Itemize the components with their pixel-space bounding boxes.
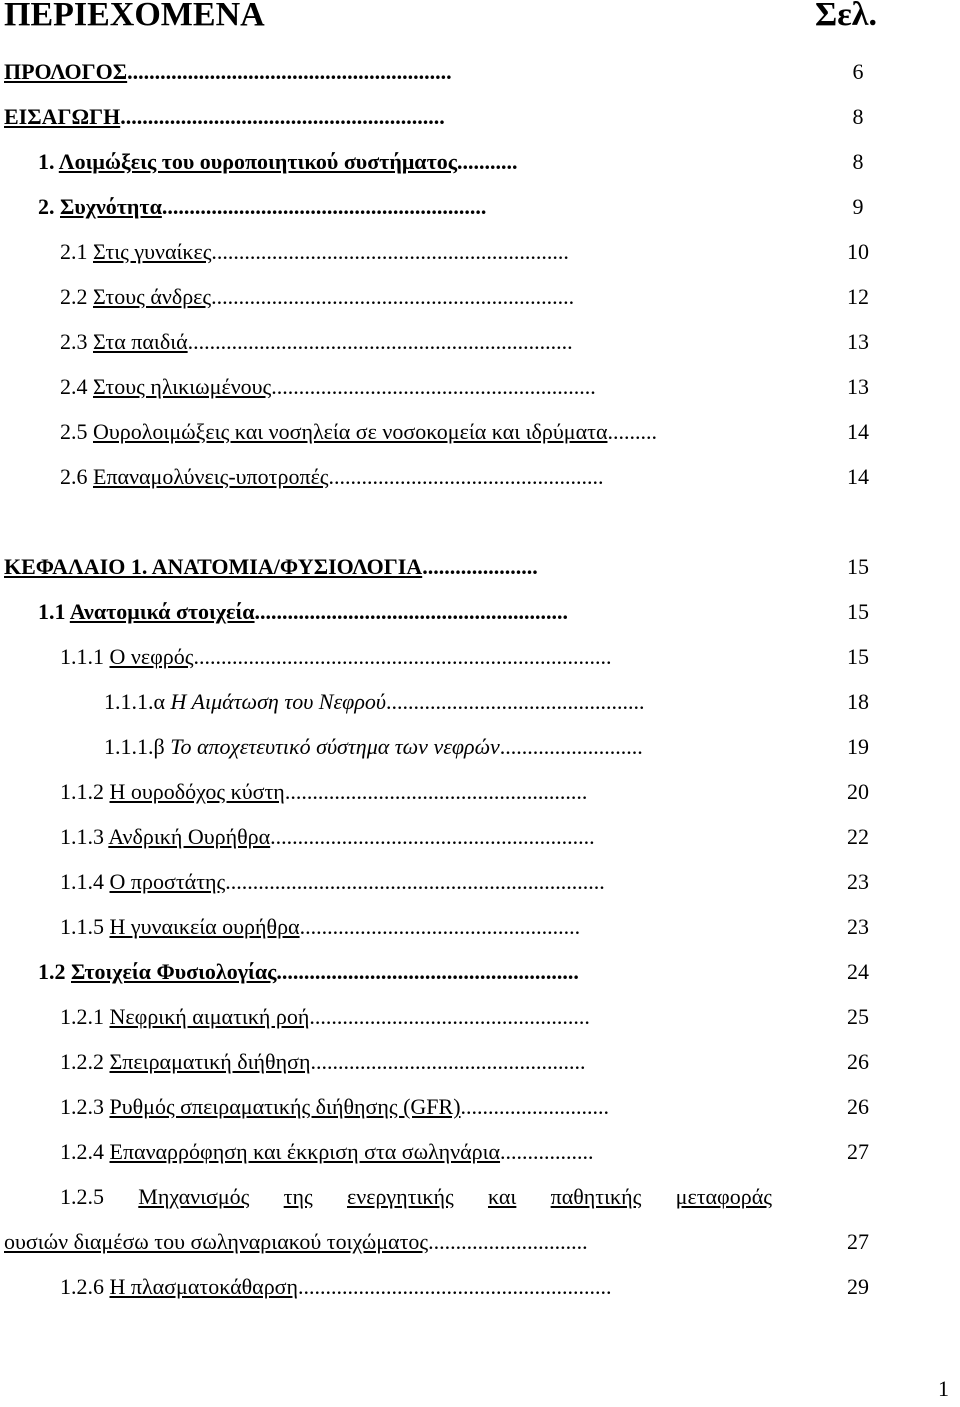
toc-page-number: 23 <box>847 869 869 894</box>
toc-entry-1-2-1[interactable]: 1.2.1 Νεφρική αιματική ροή................................................... <box>60 1004 590 1029</box>
toc-page-number: 12 <box>847 284 869 309</box>
toc-page-number: 13 <box>847 374 869 399</box>
toc-page-number: 13 <box>847 329 869 354</box>
toc-entry-2-2[interactable]: 2.2 Στους άνδρες.................................................................. <box>60 284 575 309</box>
toc-page-number: 15 <box>847 554 869 579</box>
toc-entry-title[interactable]: Η ουροδόχος κύστη <box>109 779 285 804</box>
toc-entry-introduction[interactable]: ΕΙΣΑΓΩΓΗ........................................................... <box>4 104 445 129</box>
toc-entry-1-1-4[interactable]: 1.1.4 Ο προστάτης..................................................................... <box>60 869 605 894</box>
toc-entry-1-1[interactable]: 1.1 Ανατομικά στοιχεία......................................................... <box>38 599 569 624</box>
toc-entry-1[interactable]: 1. Λοιμώξεις του ουροποιητικού συστήματος........... <box>38 149 518 174</box>
toc-entry-2-1[interactable]: 2.1 Στις γυναίκες................................................................. <box>60 239 569 264</box>
toc-page-number: 10 <box>847 239 869 264</box>
toc-entry-2[interactable]: 2. Συχνότητα........................................................... <box>38 194 487 219</box>
toc-entry-1-1-1-a[interactable]: 1.1.1.α Η Αιμάτωση του Νεφρού............................................... <box>104 689 645 714</box>
toc-entry-title[interactable]: Λοιμώξεις του ουροποιητικού συστήματος <box>58 149 457 174</box>
toc-entry-title[interactable]: Η γυναικεία ουρήθρα <box>109 914 300 939</box>
toc-entry-title[interactable]: Ρυθμός σπειραματικής διήθησης (GFR) <box>109 1094 461 1119</box>
toc-entry-2-6[interactable]: 2.6 Επαναμολύνεις-υποτροπές.................................................. <box>60 464 604 489</box>
toc-entry-title[interactable]: Ουρολοιμώξεις και νοσηλεία σε νοσοκομεία και ιδρύματα <box>93 419 608 444</box>
toc-page-number: 14 <box>847 419 869 444</box>
toc-entry-title[interactable]: Επαναρρόφηση και έκκριση στα σωληνάρια <box>109 1139 501 1164</box>
toc-page-number: 27 <box>847 1139 869 1164</box>
toc-page-number: 8 <box>852 149 864 174</box>
toc-entry-title[interactable]: ΚΕΦΑΛΑΙΟ 1. ΑΝΑΤΟΜΙΑ/ΦΥΣΙΟΛΟΓΙΑ <box>4 554 423 579</box>
page-column-label: Σελ. <box>815 0 877 33</box>
toc-entry-title[interactable]: Στους ηλικιωμένους <box>93 374 272 399</box>
toc-page-number: 18 <box>847 689 869 714</box>
toc-page-number: 6 <box>852 59 864 84</box>
toc-entry-2-3[interactable]: 2.3 Στα παιδιά...................................................................... <box>60 329 573 354</box>
toc-entry-title[interactable]: ΠΡΟΛΟΓΟΣ <box>4 59 128 84</box>
toc-page-number: 14 <box>847 464 869 489</box>
toc-entry-title[interactable]: Στοιχεία Φυσιολογίας <box>71 959 277 984</box>
toc-page-number: 20 <box>847 779 869 804</box>
toc-entry-chapter-1[interactable]: ΚΕΦΑΛΑΙΟ 1. ΑΝΑΤΟΜΙΑ/ΦΥΣΙΟΛΟΓΙΑ..................... <box>4 554 538 579</box>
toc-entry-title[interactable]: Ανατομικά στοιχεία <box>69 599 255 624</box>
toc-entry-1-1-1[interactable]: 1.1.1 Ο νεφρός............................................................................ <box>60 644 612 669</box>
toc-entry-title[interactable]: Η Αιμάτωση του Νεφρού <box>170 689 386 714</box>
toc-entry-1-2-6[interactable]: 1.2.6 Η πλασματοκάθαρση......................................................... <box>60 1274 612 1299</box>
toc-page-number: 9 <box>852 194 864 219</box>
toc-entry-title[interactable]: Νεφρική αιματική ροή <box>109 1004 310 1029</box>
toc-entry-title[interactable]: Το αποχετευτικό σύστημα των νεφρών <box>170 734 500 759</box>
toc-entry-1-2-2[interactable]: 1.2.2 Σπειραματική διήθηση.................................................. <box>60 1049 586 1074</box>
toc-page-number: 8 <box>852 104 864 129</box>
toc-entry-prologue[interactable]: ΠΡΟΛΟΓΟΣ........................................................... <box>4 59 452 84</box>
toc-entry-title[interactable]: Συχνότητα <box>60 194 162 219</box>
toc-page-number: 25 <box>847 1004 869 1029</box>
toc-entry-title[interactable]: Επαναμολύνεις-υποτροπές <box>93 464 329 489</box>
toc-page-number: 19 <box>847 734 869 759</box>
toc-entry-title[interactable]: Στα παιδιά <box>93 329 188 354</box>
toc-page-number: 15 <box>847 599 869 624</box>
toc-page-number: 23 <box>847 914 869 939</box>
toc-entry-1-2-3[interactable]: 1.2.3 Ρυθμός σπειραματικής διήθησης (GFR)........................... <box>60 1094 610 1119</box>
toc-entry-title[interactable]: Η πλασματοκάθαρση <box>109 1274 299 1299</box>
toc-entry-title[interactable]: ΕΙΣΑΓΩΓΗ <box>4 104 121 129</box>
toc-entry-1-2-5-line1[interactable]: 1.2.5 Μηχανισμός της ενεργητικής και παθητικής μεταφοράς <box>60 1184 772 1209</box>
toc-entry-title[interactable]: Στις γυναίκες <box>93 239 212 264</box>
toc-heading: ΠΕΡΙΕΧΟΜΕΝΑ <box>4 0 265 33</box>
toc-entry-1-1-3[interactable]: 1.1.3 Ανδρική Ουρήθρα........................................................... <box>60 824 595 849</box>
toc-entry-title[interactable]: Ο νεφρός <box>109 644 194 669</box>
toc-entry-title[interactable]: Στους άνδρες <box>93 284 212 309</box>
toc-entry-2-5[interactable]: 2.5 Ουρολοιμώξεις και νοσηλεία σε νοσοκομεία και ιδρύματα......... <box>60 419 657 444</box>
toc-page-number: 26 <box>847 1094 869 1119</box>
document-page-number: 1 <box>938 1376 949 1401</box>
toc-entry-title[interactable]: ουσιών διαμέσω του σωληναριακού τοιχώματος <box>4 1229 429 1254</box>
toc-entry-1-1-2[interactable]: 1.1.2 Η ουροδόχος κύστη....................................................... <box>60 779 588 804</box>
toc-entry-1-2[interactable]: 1.2 Στοιχεία Φυσιολογίας....................................................... <box>38 959 579 984</box>
toc-entry-title[interactable]: Σπειραματική διήθηση <box>109 1049 311 1074</box>
toc-page-number: 29 <box>847 1274 869 1299</box>
toc-entry-1-2-5-line2[interactable]: ουσιών διαμέσω του σωληναριακού τοιχώματος............................. <box>4 1229 588 1254</box>
toc-page-number: 27 <box>847 1229 869 1254</box>
toc-page-number: 15 <box>847 644 869 669</box>
toc-page-number: 24 <box>847 959 869 984</box>
toc-entry-2-4[interactable]: 2.4 Στους ηλικιωμένους........................................................... <box>60 374 596 399</box>
toc-page-number: 22 <box>847 824 869 849</box>
toc-entry-1-1-5[interactable]: 1.1.5 Η γυναικεία ουρήθρα................................................... <box>60 914 581 939</box>
toc-entry-title[interactable]: Ανδρική Ουρήθρα <box>108 824 271 849</box>
toc-entry-title[interactable]: Ο προστάτης <box>109 869 226 894</box>
toc-entry-1-2-4[interactable]: 1.2.4 Επαναρρόφηση και έκκριση στα σωληνάρια................. <box>60 1139 594 1164</box>
toc-page-number: 26 <box>847 1049 869 1074</box>
toc-entry-1-1-1-b[interactable]: 1.1.1.β Το αποχετευτικό σύστημα των νεφρών.......................... <box>104 734 643 759</box>
